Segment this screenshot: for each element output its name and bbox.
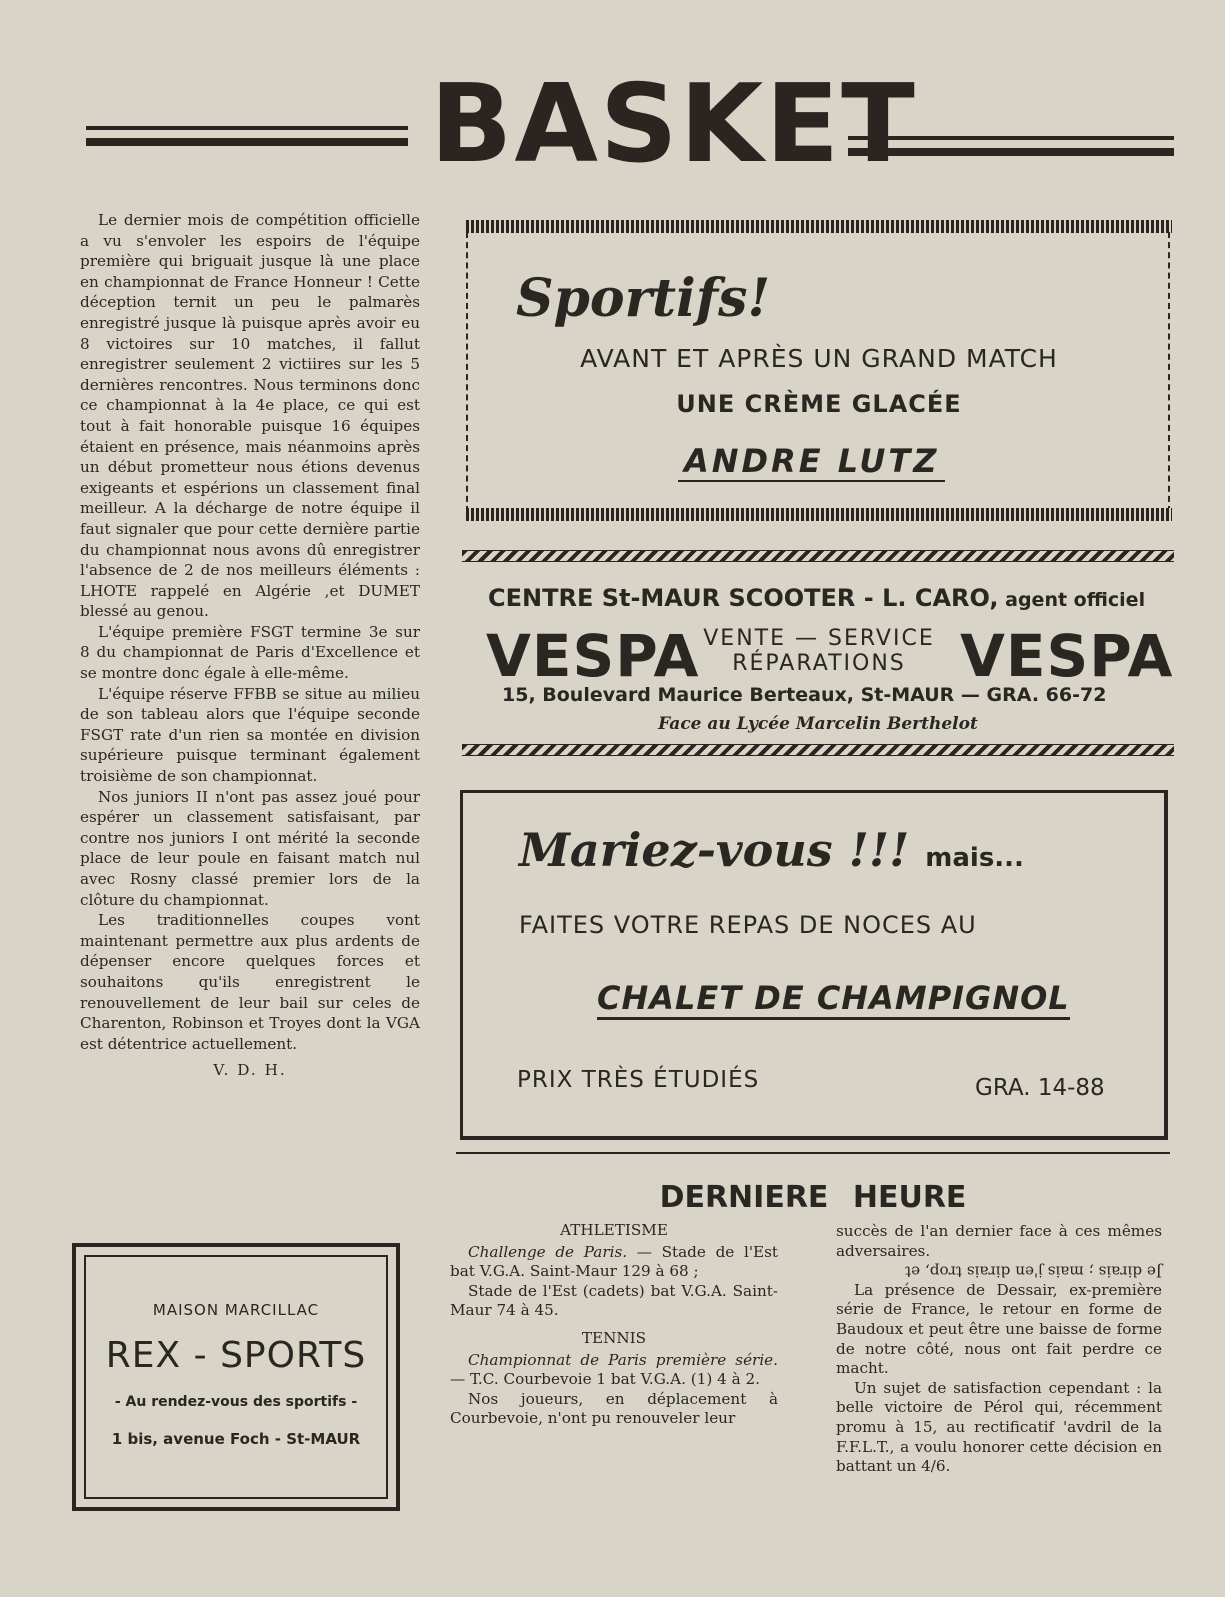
vespa-agent-label: agent officiel [998,589,1146,611]
tennis-event: Championnat de Paris première série. [468,1350,778,1369]
upside-down-line: Je dirais ; mais j'en dirais trop, et [905,1262,1162,1281]
athletisme-paragraph-2: Stade de l'Est (cadets) bat V.G.A. Saint-Maur 74 à 45. [450,1281,778,1320]
vespa-agent-name: L. CARO, [882,584,999,612]
tennis-continued: succès de l'an dernier face à ces mêmes adversaires. [836,1222,1162,1260]
vespa-location-note: Face au Lycée Marcelin Berthelot [658,714,978,734]
tennis-paragraph-4: Un sujet de satisfaction cependant : la belle victoire de Pérol qui, récemment promu à 15, au rectificatif 'avdril de la F.F.L.T., a voulu honorer cette décision en battant un 4/6. [836,1378,1162,1476]
chalet-title-main: Mariez-vous !!! [519,823,910,877]
ad-lutz-line1: AVANT ET APRÈS UN GRAND MATCH [580,344,1058,373]
tennis-heading: TENNIS [581,1328,647,1347]
article-paragraph: L'équipe réserve FFBB se situe au milieu de son tableau alors que l'équipe seconde FSGT rate d'un rien sa montée en division supérieure puisque terminant également troisième de son championnat. [80,684,420,786]
basket-article [80,210,420,1081]
chalet-phone: GRA. 14-88 [975,1075,1105,1101]
athletisme-heading: ATHLETISME [560,1221,668,1239]
rope-border-bottom [462,744,1174,756]
article-signature: V. D. H. [213,1061,287,1080]
section-divider [456,1152,1170,1154]
page-title: BASKET [430,62,917,187]
ad-stripe-bottom [466,508,1172,521]
article-paragraph: L'équipe première FSGT termine 3e sur 8 du championnat de Paris d'Excellence et se montre donc égale à elle-même. [80,622,420,683]
ad-rex-inner-frame [84,1255,388,1499]
article-paragraph: Le dernier mois de compétition officielle a vu s'envoler les espoirs de l'équipe première qui briguait jusque là une place en championnat de France Honneur ! Cette déception ternit un peu le palmarès enregistré jusque là puisque après avoir eu 8 victoires sur 10 matches, il fallut enregistrer seulement 2 victiires sur les 5 dernières rencontres. Nous terminons donc ce championnat à la 4e place, ce qui est tout à fait honorable puisque 16 équipes étaient en présence, mais néanmoins après un début prometteur nous étions devenus exigeants et espérions un classement final meilleur. A la décharge de notre équipe il faut signaler que pour cette dernière partie du championnat nous avons dû enregistrer l'absence de 2 de nos meilleurs éléments : LHOTE rappelé en Algérie ,et DUMET blessé au genou. [80,211,420,621]
derniere-heure-title: DERNIERE HEURE [659,1180,967,1215]
chalet-prices: PRIX TRÈS ÉTUDIÉS [517,1067,760,1093]
vespa-logo-left: VESPA [486,622,700,690]
rex-address: 1 bis, avenue Foch - St-MAUR [111,1430,361,1448]
vespa-header [488,584,1145,612]
article-paragraph: Les traditionnelles coupes vont maintenant permettre aux plus ardents de dépenser encore quelques forces et souhaitons qu'ils enregistrent le renouvellement de leur bail sur celes de Charenton, Robinson et Troyes dont la VGA est détentrice actuellement. [80,911,420,1053]
rex-maison: MAISON MARCILLAC [152,1301,320,1319]
vespa-center-name: CENTRE St-MAUR SCOOTER [488,584,856,612]
vespa-service-line2: RÉPARATIONS [732,651,906,676]
athletisme-event: Challenge de Paris. [468,1242,628,1261]
chalet-title-suffix: mais... [925,843,1024,873]
vespa-separator: - [855,584,883,612]
ad-vespa [462,548,1174,768]
chalet-brand: CHALET DE CHAMPIGNOL [597,979,1070,1020]
chalet-line1: FAITES VOTRE REPAS DE NOCES AU [519,911,977,939]
rope-border-top [462,550,1174,562]
athletisme-paragraph-1 [450,1243,778,1282]
athletisme-result: — Stade de l'Est bat V.G.A. Saint-Maur 129 à 68 ; [450,1242,778,1281]
ad-rex-sports [72,1243,400,1511]
masthead [0,62,1225,187]
ad-chalet-champignol [460,790,1168,1140]
ad-andre-lutz [466,218,1172,520]
vespa-logo-right: VESPA [960,622,1174,690]
tennis-result: — T.C. Courbevoie 1 bat V.G.A. (1) 4 à 2. [450,1370,760,1389]
vespa-services [674,626,964,676]
tennis-paragraph-3: La présence de Dessair, ex-première série de France, le retour en forme de Baudoux et peut être une baisse de forme de notre côté, nous ont fait perdre ce macht. [836,1280,1162,1378]
ad-lutz-brand: ANDRE LUTZ [678,442,945,482]
ad-lutz-line2: UNE CRÈME GLACÉE [676,390,962,418]
left-rule-lower [86,142,408,146]
tennis-paragraph-2: Nos joueurs, en déplacement à Courbevoie, n'ont pu renouveler leur [450,1389,778,1428]
rex-brand: REX - SPORTS [105,1335,367,1376]
tennis-paragraph-1 [450,1351,778,1390]
derniere-heure-column-1 [450,1219,778,1429]
left-rule [86,126,408,142]
ad-lutz-title: Sportifs! [516,268,771,329]
derniere-heure-column-2 [836,1222,1162,1477]
chalet-title [519,823,1024,877]
vespa-service-line1: VENTE — SERVICE [703,626,935,651]
right-rule [848,136,1174,152]
rex-tagline: - Au rendez-vous des sportifs - [114,1394,358,1410]
right-rule-lower [848,152,1174,156]
vespa-address: 15, Boulevard Maurice Berteaux, St-MAUR — GRA. 66-72 [502,684,1107,706]
article-paragraph: Nos juniors II n'ont pas assez joué pour espérer un classement satisfaisant, par contre nos juniors I ont mérité la seconde place de leur poule en faisant match nul avec Rosny classé premier lors de la clôture du championnat. [80,787,420,909]
